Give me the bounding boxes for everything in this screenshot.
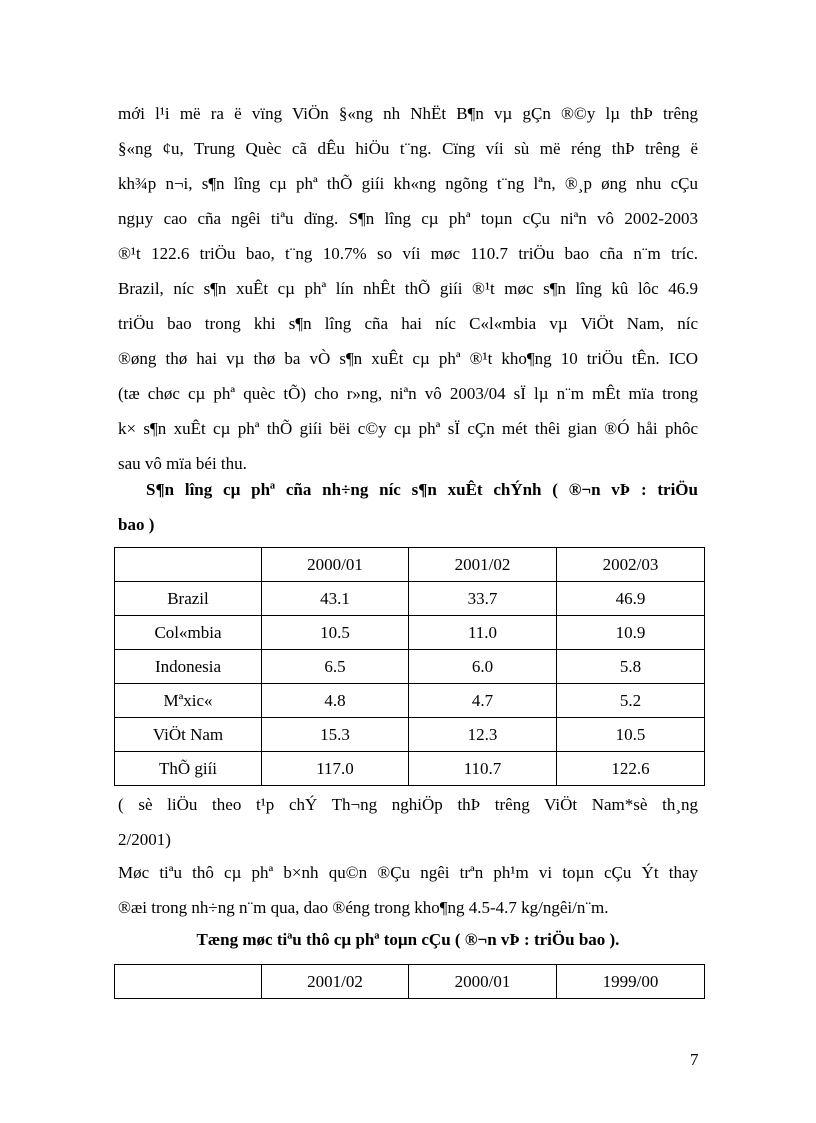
table-header-row — [115, 548, 705, 582]
value-cell: 4.8 — [262, 684, 409, 718]
value-cell: 46.9 — [557, 582, 705, 616]
value-cell: 5.2 — [557, 684, 705, 718]
value-cell: 10.5 — [557, 718, 705, 752]
text-line: Brazil, níc s¶n xuÊt cµ phª lín nhÊt thÕ giíi ®¹t møc s¶n lîng kû lôc 46.9 — [118, 279, 698, 298]
paragraph-consumption — [118, 855, 698, 925]
header-cell: 2000/01 — [262, 548, 409, 582]
header-cell: 2001/02 — [409, 548, 557, 582]
table-row — [115, 718, 705, 752]
text-line: (tæ chøc cµ phª quèc tÕ) cho r»ng, niªn vô 2003/04 sÏ lµ n¨m mÊt mïa trong — [118, 384, 698, 403]
value-cell: 12.3 — [409, 718, 557, 752]
text-line: k× s¶n xuÊt cµ phª thÕ giíi bëi c©y cµ phª sÏ cÇn mét thêi gian ®Ó håi phôc — [118, 419, 698, 438]
text-line: ®¹t 122.6 triÖu bao, t¨ng 10.7% so víi møc 110.7 triÖu bao cña n¨m tríc. — [118, 244, 698, 263]
text-line: ®æi trong nh÷ng n¨m qua, dao ®éng trong kho¶ng 4.5-4.7 kg/ngêi/n¨m. — [118, 898, 609, 917]
consumption-table — [114, 964, 705, 999]
country-cell: Brazil — [115, 582, 262, 616]
value-cell: 5.8 — [557, 650, 705, 684]
value-cell: 4.7 — [409, 684, 557, 718]
table2-caption: Tæng møc tiªu thô cµ phª toµn cÇu ( ®¬n vÞ : triÖu bao ). — [196, 930, 620, 949]
header-cell — [115, 965, 262, 999]
table-header-row — [115, 965, 705, 999]
text-line: mới l¹i më ra ë vïng ViÖn §«ng nh NhËt B¶n vµ gÇn ®©y lµ thÞ trêng — [118, 104, 698, 123]
header-cell: 2002/03 — [557, 548, 705, 582]
header-cell: 1999/00 — [557, 965, 705, 999]
text-line: sau vô mïa béi thu. — [118, 454, 247, 473]
text-line: ngµy cao cña ngêi tiªu dïng. S¶n lîng cµ phª toµn cÇu niªn vô 2002-2003 — [118, 209, 698, 228]
table-row — [115, 684, 705, 718]
text-line: kh¾p n¬i, s¶n lîng cµ phª thÕ giíi kh«ng ngõng t¨ng lªn, ®¸p øng nhu cÇu — [118, 174, 698, 193]
page-number: 7 — [690, 1050, 699, 1069]
value-cell: 122.6 — [557, 752, 705, 786]
source-note — [118, 787, 698, 857]
paragraph-coffee-production — [118, 96, 698, 481]
header-cell — [115, 548, 262, 582]
value-cell: 117.0 — [262, 752, 409, 786]
country-cell: Col«mbia — [115, 616, 262, 650]
country-cell: Mªxic« — [115, 684, 262, 718]
text-line: triÖu bao trong khi s¶n lîng cña hai níc C«l«mbia vµ ViÖt Nam, níc — [118, 314, 698, 333]
value-cell: 15.3 — [262, 718, 409, 752]
header-cell: 2001/02 — [262, 965, 409, 999]
text-line: ( sè liÖu theo t¹p chÝ Th¬ng nghiÖp thÞ trêng ViÖt Nam*sè th¸ng — [118, 795, 698, 814]
text-line: §«ng ¢u, Trung Quèc cã dÊu hiÖu t¨ng. Cïng víi sù më réng thÞ trêng ë — [118, 139, 698, 158]
country-cell: ThÕ giíi — [115, 752, 262, 786]
country-cell: ViÖt Nam — [115, 718, 262, 752]
production-table — [114, 547, 705, 786]
table-row — [115, 616, 705, 650]
value-cell: 43.1 — [262, 582, 409, 616]
value-cell: 11.0 — [409, 616, 557, 650]
value-cell: 110.7 — [409, 752, 557, 786]
text-line: Møc tiªu thô cµ phª b×nh qu©n ®Çu ngêi trªn ph¹m vi toµn cÇu Ýt thay — [118, 863, 698, 882]
table1-caption-cont: bao ) — [118, 515, 155, 534]
header-cell: 2000/01 — [409, 965, 557, 999]
table-row — [115, 582, 705, 616]
value-cell: 6.0 — [409, 650, 557, 684]
text-line: ®øng thø hai vµ thø ba vÒ s¶n xuÊt cµ phª ®¹t kho¶ng 10 triÖu tÊn. ICO — [118, 349, 698, 368]
table-row — [115, 650, 705, 684]
value-cell: 6.5 — [262, 650, 409, 684]
text-line: 2/2001) — [118, 830, 171, 849]
country-cell: Indonesia — [115, 650, 262, 684]
value-cell: 33.7 — [409, 582, 557, 616]
value-cell: 10.9 — [557, 616, 705, 650]
value-cell: 10.5 — [262, 616, 409, 650]
table1-caption: S¶n lîng cµ phª cña nh÷ng níc s¶n xuÊt chÝnh ( ®¬n vÞ : triÖu — [146, 480, 698, 499]
table-row — [115, 752, 705, 786]
